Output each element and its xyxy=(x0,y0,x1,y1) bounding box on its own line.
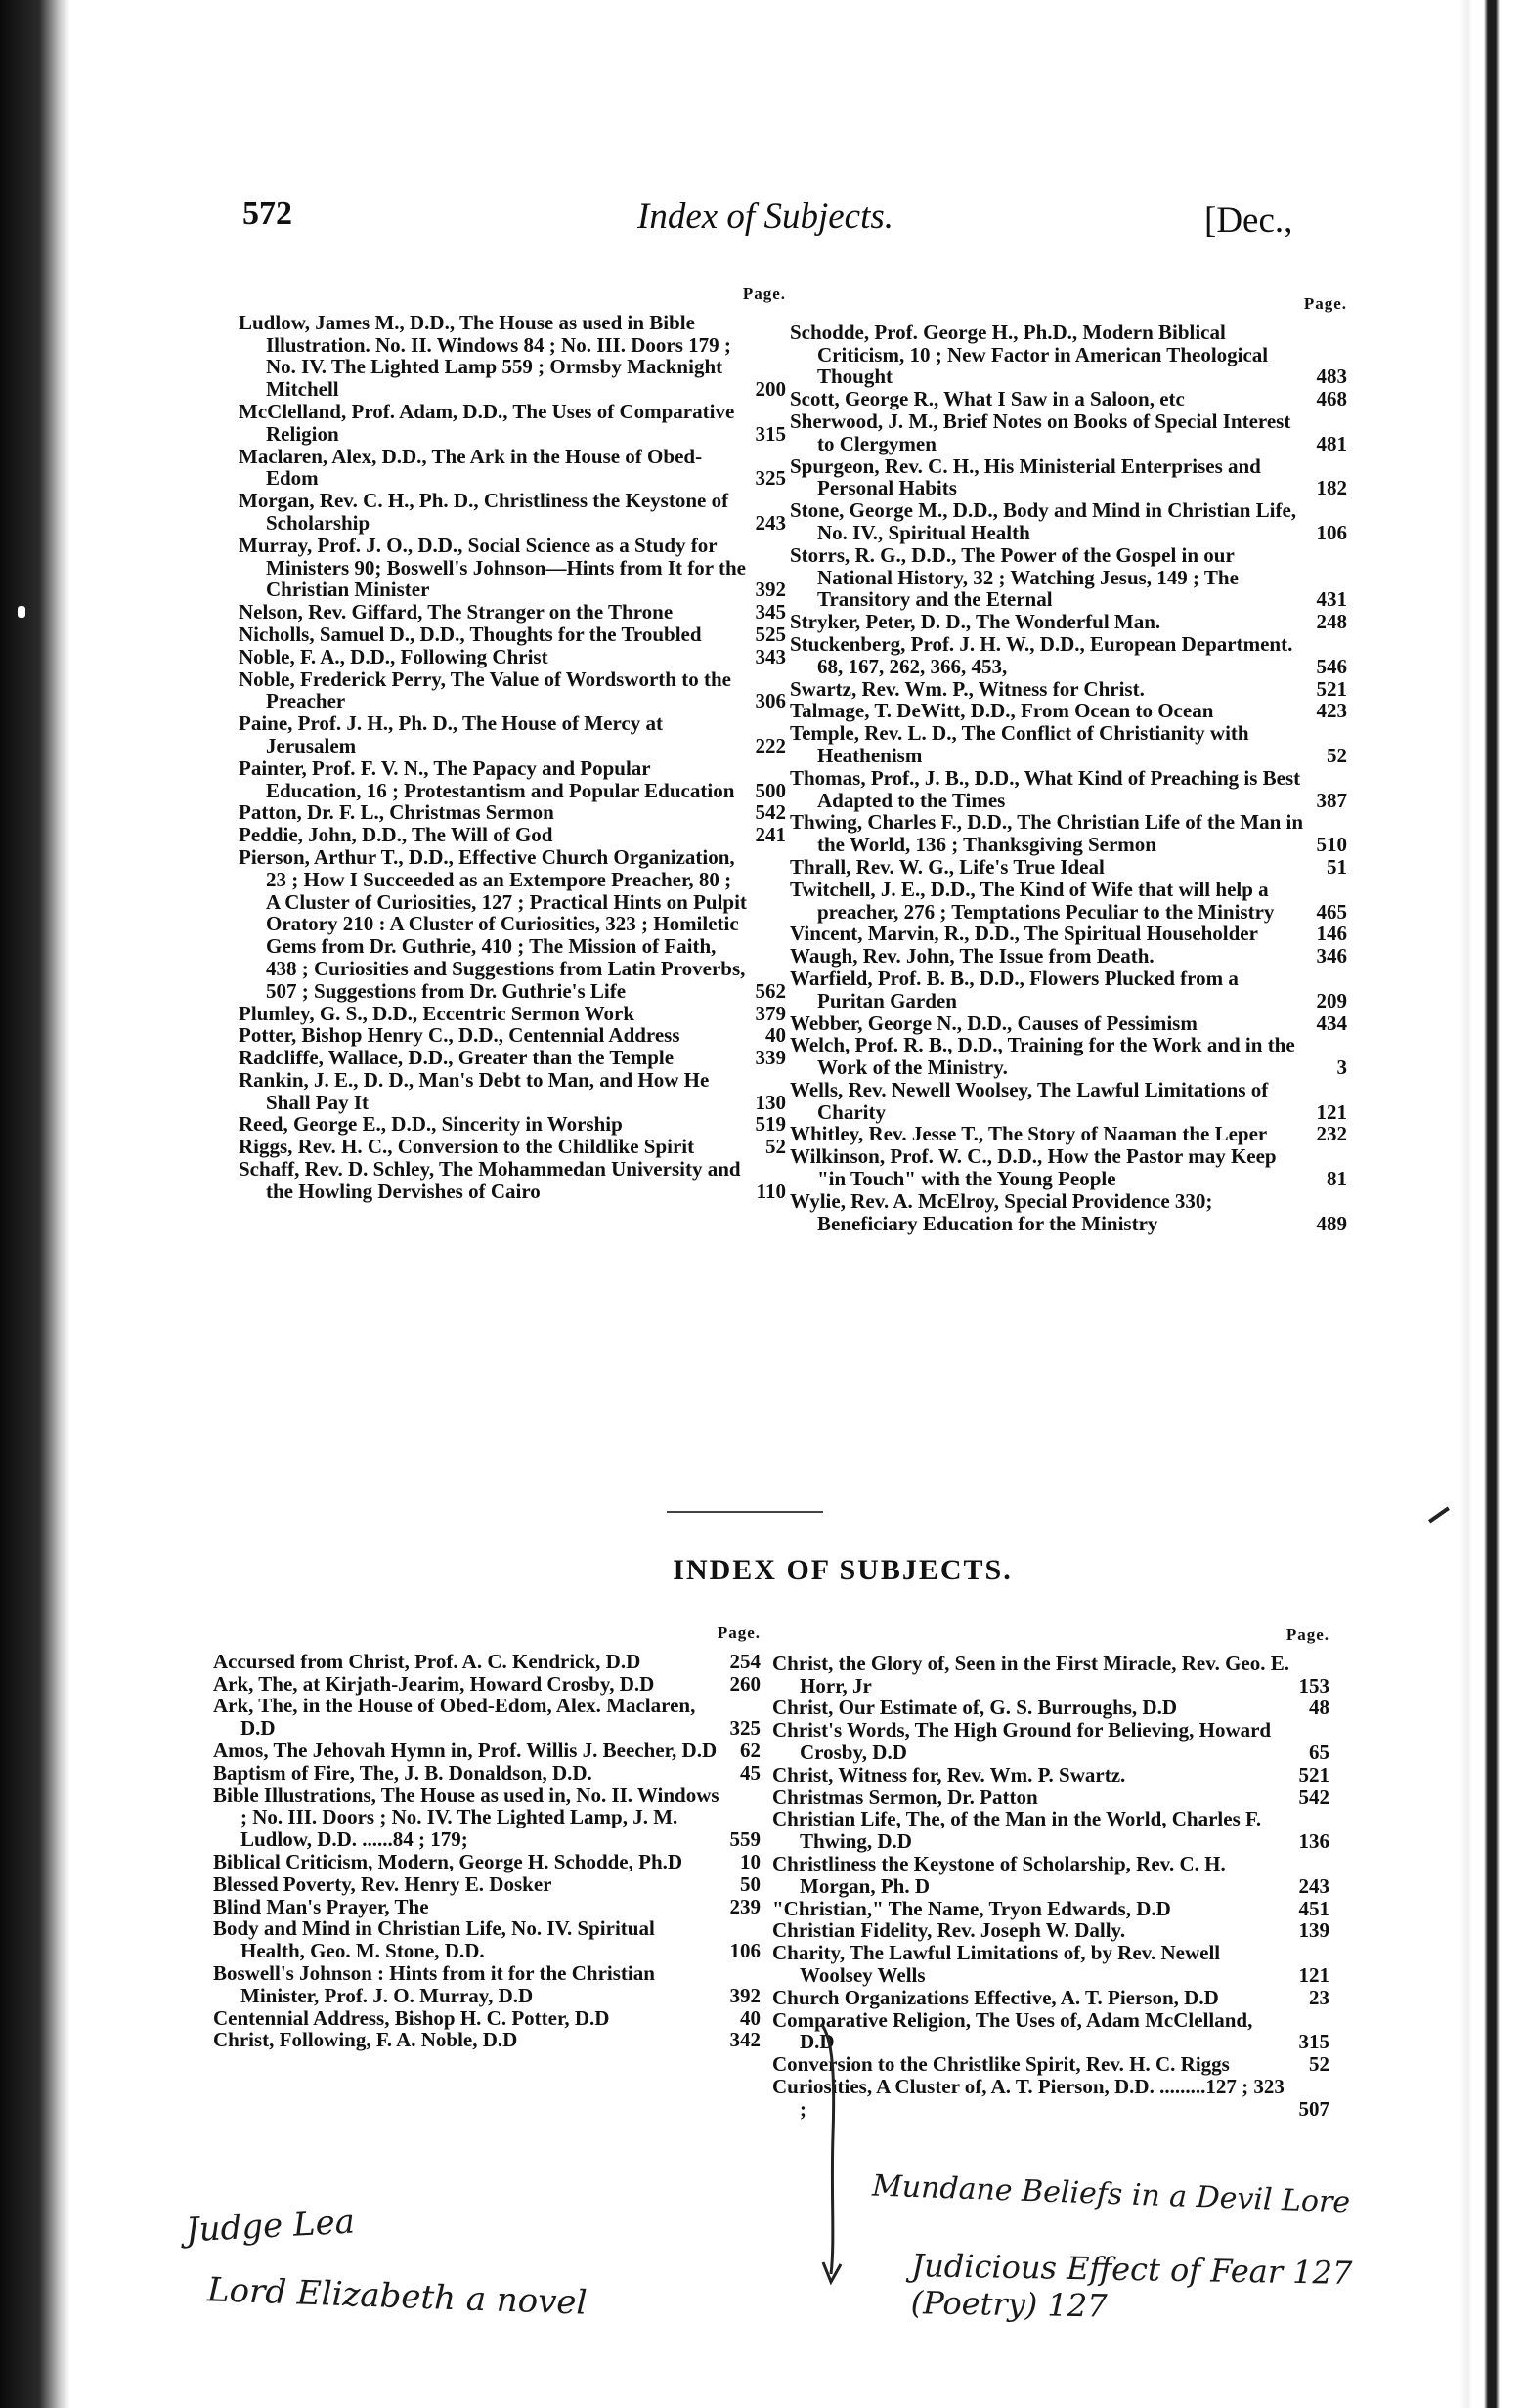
subjects-column-2 xyxy=(772,1624,1329,2121)
running-title: Index of Subjects. xyxy=(637,196,893,236)
entry-page-number: 315 xyxy=(1298,2030,1329,2054)
index-entry xyxy=(790,1012,1347,1035)
index-entry xyxy=(213,1873,761,1896)
entry-text: Christ, Our Estimate of, G. S. Burroughs, D.D xyxy=(772,1696,1178,1720)
entry-text: Blind Man's Prayer, The xyxy=(213,1894,429,1918)
section-divider xyxy=(667,1511,823,1513)
entry-text: Spurgeon, Rev. C. H., His Ministerial Enterprises and Personal Habits xyxy=(790,453,1261,500)
entry-page-number: 52 xyxy=(765,1135,786,1159)
entry-text: Thomas, Prof., J. B., D.D., What Kind of Preaching is Best Adapted to the Times xyxy=(790,765,1301,812)
entry-page-number: 542 xyxy=(1298,1784,1329,1809)
entry-page-number: 451 xyxy=(1298,1896,1329,1920)
entry-page-number: 254 xyxy=(729,1649,761,1673)
index-entry xyxy=(213,1962,761,2007)
entry-text: Nicholls, Samuel D., D.D., Thoughts for the Troubled xyxy=(239,622,702,646)
index-entry xyxy=(213,1673,761,1696)
entry-page-number: 139 xyxy=(1298,1918,1329,1943)
index-entry xyxy=(790,767,1347,812)
index-entry xyxy=(213,1695,761,1740)
index-entry xyxy=(790,388,1347,410)
index-entry xyxy=(772,1653,1329,1698)
entry-page-number: 562 xyxy=(755,978,786,1003)
index-entry xyxy=(772,2053,1329,2076)
entry-text: Sherwood, J. M., Brief Notes on Books of Special Interest to Clergymen xyxy=(790,408,1291,455)
entry-text: Schaff, Rev. D. Schley, The Mohammedan University and the Howling Dervishes of Cairo xyxy=(239,1157,741,1203)
index-entry xyxy=(790,678,1347,701)
running-header xyxy=(70,195,1459,254)
index-entry xyxy=(772,2076,1329,2121)
entry-text: Twitchell, J. E., D.D., The Kind of Wife that will help a preacher, 276 ; Temptations Peculiar to the Ministry xyxy=(790,877,1275,924)
entry-text: Noble, Frederick Perry, The Value of Wordsworth to the Preacher xyxy=(239,666,731,713)
handwritten-note: Judge Lea xyxy=(185,2202,356,2251)
entry-text: Stryker, Peter, D. D., The Wonderful Man. xyxy=(790,610,1161,634)
entry-page-number: 106 xyxy=(1316,520,1347,544)
index-entry xyxy=(213,1896,761,1918)
entry-page-number: 546 xyxy=(1316,654,1347,678)
index-entry xyxy=(790,945,1347,968)
index-entry xyxy=(239,490,786,535)
index-entry xyxy=(772,1808,1329,1853)
entry-text: Ludlow, James M., D.D., The House as used in Bible Illustration. No. II. Windows 84 ; No. III. Doors 179 ; No. IV. The Lighted Lamp 559 ; Ormsby Macknight Mitchell xyxy=(239,310,731,402)
index-entry xyxy=(239,668,786,713)
handwritten-note: Judicious Effect of Fear 127 (Poetry) 127 xyxy=(910,2247,1353,2325)
entry-page-number: 232 xyxy=(1316,1122,1347,1146)
entry-text: Rankin, J. E., D. D., Man's Debt to Man, and How He Shall Pay It xyxy=(239,1067,710,1114)
entry-page-number: 3 xyxy=(1336,1055,1347,1080)
index-entry xyxy=(772,1786,1329,1809)
index-entry xyxy=(790,410,1347,455)
entry-text: Welch, Prof. R. B., D.D., Training for the Work and in the Work of the Ministry. xyxy=(790,1033,1295,1080)
index-entry xyxy=(239,846,786,1003)
entry-page-number: 379 xyxy=(755,1001,786,1025)
index-entry xyxy=(239,757,786,802)
index-entry xyxy=(239,1024,786,1047)
entry-page-number: 121 xyxy=(1298,1962,1329,1987)
entry-page-number: 243 xyxy=(1298,1873,1329,1898)
entry-text: Thrall, Rev. W. G., Life's True Ideal xyxy=(790,854,1105,879)
entry-page-number: 51 xyxy=(1327,854,1347,879)
entry-text: Pierson, Arthur T., D.D., Effective Church Organization, 23 ; How I Succeeded as an Extempore Preacher, 80 ; A Cluster of Curiosities, 127 ; Practical Hints on Pulpit Oratory 210 : A Cluster of Curiosities, 323 ; Homiletic Gems from Dr. Guthrie, 410 ; The Mission of Faith, 438 ; Curiosities and Suggestions from Latin Proverbs, 507 ; Suggestions from Dr. Guthrie's Life xyxy=(239,844,747,1003)
entry-text: Peddie, John, D.D., The Will of God xyxy=(239,823,553,847)
entry-text: Baptism of Fire, The, J. B. Donaldson, D.D. xyxy=(213,1760,592,1784)
index-entry xyxy=(790,1190,1347,1235)
section-title: INDEX OF SUBJECTS. xyxy=(673,1554,1013,1586)
entry-page-number: 559 xyxy=(729,1828,761,1852)
entry-text: Amos, The Jehovah Hymn in, Prof. Willis J. Beecher, D.D xyxy=(213,1738,718,1762)
entry-text: Warfield, Prof. B. B., D.D., Flowers Plucked from a Puritan Garden xyxy=(790,966,1239,1012)
entry-page-number: 153 xyxy=(1298,1673,1329,1698)
index-entry xyxy=(239,1136,786,1158)
entry-text: Storrs, R. G., D.D., The Power of the Gospel in our National History, 32 ; Watching Jesus, 149 ; The Transitory and the Eternal xyxy=(790,542,1239,612)
entry-text: Paine, Prof. J. H., Ph. D., The House of Mercy at Jerusalem xyxy=(239,711,663,757)
entry-text: Whitley, Rev. Jesse T., The Story of Naaman the Leper xyxy=(790,1122,1268,1146)
entry-page-number: 222 xyxy=(755,733,786,757)
index-entry xyxy=(790,923,1347,945)
entry-page-number: 50 xyxy=(740,1871,761,1896)
index-entry xyxy=(239,1113,786,1136)
index-entry xyxy=(239,1047,786,1069)
index-entry xyxy=(790,856,1347,879)
entry-page-number: 392 xyxy=(729,1983,761,2007)
page-column-label: Page. xyxy=(1285,1625,1329,1644)
index-entry xyxy=(790,700,1347,722)
page-number: 572 xyxy=(242,195,292,232)
entry-page-number: 342 xyxy=(729,2028,761,2052)
entry-text: Stuckenberg, Prof. J. H. W., D.D., European Department. 68, 167, 262, 366, 453, xyxy=(790,631,1293,678)
entry-text: Christliness the Keystone of Scholarship, Rev. C. H. Morgan, Ph. D xyxy=(772,1851,1226,1898)
index-entry xyxy=(790,968,1347,1012)
entry-page-number: 40 xyxy=(765,1023,786,1048)
entry-text: Swartz, Rev. Wm. P., Witness for Christ. xyxy=(790,676,1145,701)
entry-page-number: 182 xyxy=(1316,476,1347,500)
entry-page-number: 423 xyxy=(1316,699,1347,723)
entry-text: Plumley, G. S., D.D., Eccentric Sermon Work xyxy=(239,1001,634,1025)
entry-text: Temple, Rev. L. D., The Conflict of Christianity with Heathenism xyxy=(790,721,1249,767)
entry-page-number: 434 xyxy=(1316,1010,1347,1035)
entry-page-number: 468 xyxy=(1316,387,1347,411)
entry-page-number: 110 xyxy=(756,1179,786,1203)
entry-page-number: 81 xyxy=(1327,1167,1347,1191)
scan-right-edge xyxy=(1459,0,1525,2408)
entry-page-number: 248 xyxy=(1316,610,1347,634)
index-entry xyxy=(213,1851,761,1873)
index-entry xyxy=(239,801,786,824)
index-entry xyxy=(790,811,1347,856)
entry-page-number: 52 xyxy=(1327,743,1347,767)
index-entry xyxy=(790,1034,1347,1079)
index-entry xyxy=(790,722,1347,767)
entry-text: Charity, The Lawful Limitations of, by Rev. Newell Woolsey Wells xyxy=(772,1941,1221,1987)
index-entry xyxy=(790,1123,1347,1145)
index-column-1 xyxy=(239,283,786,1203)
index-entry xyxy=(772,2009,1329,2054)
entry-page-number: 209 xyxy=(1316,988,1347,1012)
index-entry xyxy=(239,312,786,401)
index-entry xyxy=(213,1740,761,1762)
entry-page-number: 200 xyxy=(755,377,786,402)
entry-text: Noble, F. A., D.D., Following Christ xyxy=(239,644,548,668)
entry-page-number: 387 xyxy=(1316,788,1347,812)
entry-page-number: 431 xyxy=(1316,587,1347,612)
index-entry xyxy=(213,2029,761,2051)
entry-text: Painter, Prof. F. V. N., The Papacy and Popular Education, 16 ; Protestantism and Popular Education xyxy=(239,755,735,802)
entry-page-number: 45 xyxy=(740,1760,761,1784)
entry-text: Comparative Religion, The Uses of, Adam McClelland, D.D xyxy=(772,2007,1253,2054)
index-entry xyxy=(790,322,1347,388)
index-entry xyxy=(790,1079,1347,1124)
entry-page-number: 146 xyxy=(1316,922,1347,946)
entry-text: Ark, The, at Kirjath-Jearim, Howard Crosby, D.D xyxy=(213,1671,655,1696)
index-entry xyxy=(772,1942,1329,1987)
index-entry xyxy=(790,499,1347,544)
entry-page-number: 136 xyxy=(1298,1829,1329,1854)
entry-text: Reed, George E., D.D., Sincerity in Worship xyxy=(239,1112,623,1137)
entry-page-number: 339 xyxy=(755,1046,786,1070)
index-entry xyxy=(239,601,786,624)
entry-text: Stone, George M., D.D., Body and Mind in Christian Life, No. IV., Spiritual Health xyxy=(790,498,1297,544)
entry-text: Talmage, T. DeWitt, D.D., From Ocean to Ocean xyxy=(790,699,1214,723)
handwritten-bracket xyxy=(813,2018,852,2292)
index-entry xyxy=(790,611,1347,633)
entry-page-number: 239 xyxy=(729,1894,761,1918)
entry-page-number: 392 xyxy=(755,578,786,602)
index-entry xyxy=(239,446,786,491)
entry-page-number: 465 xyxy=(1316,899,1347,924)
entry-page-number: 243 xyxy=(755,510,786,535)
entry-text: Ark, The, in the House of Obed-Edom, Alex. Maclaren, D.D xyxy=(213,1694,696,1741)
entry-text: Waugh, Rev. John, The Issue from Death. xyxy=(790,944,1155,968)
index-entry xyxy=(213,1784,761,1851)
handwritten-note: Mundane Beliefs in a Devil Lore xyxy=(871,2169,1351,2220)
entry-page-number: 507 xyxy=(1298,2096,1329,2121)
entry-page-number: 62 xyxy=(740,1738,761,1762)
entry-text: Webber, George N., D.D., Causes of Pessimism xyxy=(790,1010,1198,1035)
index-entry xyxy=(772,1919,1329,1942)
entry-text: Scott, George R., What I Saw in a Saloon, etc xyxy=(790,387,1185,411)
entry-text: "Christian," The Name, Tryon Edwards, D.D xyxy=(772,1896,1171,1920)
entry-page-number: 521 xyxy=(1298,1762,1329,1786)
entry-text: Potter, Bishop Henry C., D.D., Centennial Address xyxy=(239,1023,680,1048)
entry-text: Body and Mind in Christian Life, No. IV. Spiritual Health, Geo. M. Stone, D.D. xyxy=(213,1916,655,1963)
entry-page-number: 325 xyxy=(755,466,786,491)
entry-page-number: 65 xyxy=(1309,1740,1329,1764)
index-entry xyxy=(772,1719,1329,1764)
entry-text: Christian Life, The, of the Man in the World, Charles F. Thwing, D.D xyxy=(772,1807,1262,1854)
entry-page-number: 130 xyxy=(755,1090,786,1114)
entry-text: Boswell's Johnson : Hints from it for the Christian Minister, Prof. J. O. Murray, D.D xyxy=(213,1960,655,2007)
entry-page-number: 241 xyxy=(755,823,786,847)
entry-text: Blessed Poverty, Rev. Henry E. Dosker xyxy=(213,1871,552,1896)
index-entry xyxy=(213,1917,761,1962)
index-entry xyxy=(790,879,1347,924)
index-entry xyxy=(239,624,786,646)
entry-text: Christmas Sermon, Dr. Patton xyxy=(772,1784,1038,1809)
entry-page-number: 521 xyxy=(1316,676,1347,701)
index-entry xyxy=(239,824,786,846)
entry-page-number: 315 xyxy=(755,421,786,446)
entry-page-number: 525 xyxy=(755,622,786,646)
scan-speck xyxy=(18,606,25,618)
index-entry xyxy=(213,1651,761,1673)
index-entry xyxy=(772,1898,1329,1920)
entry-text: Nelson, Rev. Giffard, The Stranger on the Throne xyxy=(239,600,674,624)
index-entry xyxy=(772,1764,1329,1786)
page-column-label: Page. xyxy=(717,1623,761,1642)
index-entry xyxy=(239,1158,786,1203)
entry-page-number: 345 xyxy=(755,600,786,624)
index-entry xyxy=(772,1853,1329,1898)
index-entry xyxy=(239,401,786,446)
scan-left-edge xyxy=(0,0,70,2408)
entry-page-number: 306 xyxy=(755,689,786,713)
index-column-2 xyxy=(790,293,1347,1234)
index-entry xyxy=(239,1003,786,1025)
entry-text: Thwing, Charles F., D.D., The Christian Life of the Man in the World, 136 ; Thanksgiving Sermon xyxy=(790,810,1304,857)
index-entry xyxy=(239,646,786,668)
subjects-column-1 xyxy=(213,1622,761,2051)
entry-text: Curiosities, A Cluster of, A. T. Pierson, D.D. .........127 ; 323 ; xyxy=(772,2074,1285,2121)
entry-text: Christ, the Glory of, Seen in the First Miracle, Rev. Geo. E. Horr, Jr xyxy=(772,1651,1289,1698)
entry-text: Christ, Witness for, Rev. Wm. P. Swartz. xyxy=(772,1762,1126,1786)
handwritten-note: Lord Elizabeth a novel xyxy=(206,2270,588,2323)
page-column-label: Page. xyxy=(1303,294,1347,313)
entry-page-number: 343 xyxy=(755,644,786,668)
entry-text: Radcliffe, Wallace, D.D., Greater than the Temple xyxy=(239,1046,675,1070)
entry-text: Vincent, Marvin, R., D.D., The Spiritual Householder xyxy=(790,922,1258,946)
entry-text: Wilkinson, Prof. W. C., D.D., How the Pastor may Keep "in Touch" with the Young People xyxy=(790,1144,1277,1191)
index-entry xyxy=(772,1697,1329,1719)
entry-text: Christian Fidelity, Rev. Joseph W. Dally. xyxy=(772,1918,1126,1943)
entry-text: Wells, Rev. Newell Woolsey, The Lawful Limitations of Charity xyxy=(790,1077,1269,1124)
entry-page-number: 481 xyxy=(1316,431,1347,455)
entry-text: Conversion to the Christlike Spirit, Rev. H. C. Riggs xyxy=(772,2052,1230,2077)
entry-page-number: 23 xyxy=(1309,1985,1329,2009)
index-entry xyxy=(790,455,1347,500)
entry-page-number: 489 xyxy=(1316,1211,1347,1235)
index-entry xyxy=(213,2007,761,2030)
entry-page-number: 40 xyxy=(740,2005,761,2030)
entry-text: Morgan, Rev. C. H., Ph. D., Christliness the Keystone of Scholarship xyxy=(239,489,729,535)
entry-page-number: 325 xyxy=(729,1716,761,1741)
entry-text: Christ's Words, The High Ground for Believing, Howard Crosby, D.D xyxy=(772,1718,1272,1764)
entry-text: Patton, Dr. F. L., Christmas Sermon xyxy=(239,800,554,825)
index-entry xyxy=(790,633,1347,678)
entry-text: Riggs, Rev. H. C., Conversion to the Childlike Spirit xyxy=(239,1135,695,1159)
index-entry xyxy=(772,1987,1329,2009)
entry-text: Wylie, Rev. A. McElroy, Special Providence 330; Beneficiary Education for the Ministry xyxy=(790,1188,1213,1235)
entry-text: Christ, Following, F. A. Noble, D.D xyxy=(213,2028,518,2052)
entry-text: McClelland, Prof. Adam, D.D., The Uses of Comparative Religion xyxy=(239,399,735,446)
entry-page-number: 542 xyxy=(755,800,786,825)
entry-text: Maclaren, Alex, D.D., The Ark in the House of Obed-Edom xyxy=(239,444,703,491)
entry-page-number: 510 xyxy=(1316,833,1347,857)
entry-page-number: 519 xyxy=(755,1112,786,1137)
page-column-label: Page. xyxy=(742,284,786,303)
index-entry xyxy=(239,535,786,601)
entry-text: Church Organizations Effective, A. T. Pierson, D.D xyxy=(772,1985,1219,2009)
entry-page-number: 346 xyxy=(1316,944,1347,968)
entry-text: Bible Illustrations, The House as used in, No. II. Windows ; No. III. Doors ; No. IV. The Lighted Lamp, J. M. Ludlow, D.D. ......84 ; 179; xyxy=(213,1783,719,1852)
index-entry xyxy=(239,712,786,757)
index-entry xyxy=(239,1069,786,1114)
entry-page-number: 121 xyxy=(1316,1099,1347,1124)
entry-page-number: 10 xyxy=(740,1849,761,1873)
entry-text: Centennial Address, Bishop H. C. Potter, D.D xyxy=(213,2005,610,2030)
entry-page-number: 500 xyxy=(755,778,786,802)
entry-page-number: 106 xyxy=(729,1939,761,1963)
entry-text: Murray, Prof. J. O., D.D., Social Science as a Study for Ministers 90; Boswell's Johnson—Hints from It for the Christian Minister xyxy=(239,533,746,602)
entry-page-number: 48 xyxy=(1309,1696,1329,1720)
entry-page-number: 483 xyxy=(1316,365,1347,389)
index-entry xyxy=(213,1762,761,1784)
entry-text: Biblical Criticism, Modern, George H. Schodde, Ph.D xyxy=(213,1849,683,1873)
entry-text: Schodde, Prof. George H., Ph.D., Modern Biblical Criticism, 10 ; New Factor in American Theological Thought xyxy=(790,320,1269,389)
index-entry xyxy=(790,1145,1347,1190)
entry-page-number: 52 xyxy=(1309,2052,1329,2077)
entry-text: Accursed from Christ, Prof. A. C. Kendrick, D.D xyxy=(213,1649,641,1673)
entry-page-number: 260 xyxy=(729,1671,761,1696)
index-entry xyxy=(790,544,1347,611)
running-header-right: [Dec., xyxy=(1204,200,1293,240)
document-page xyxy=(70,0,1459,2408)
